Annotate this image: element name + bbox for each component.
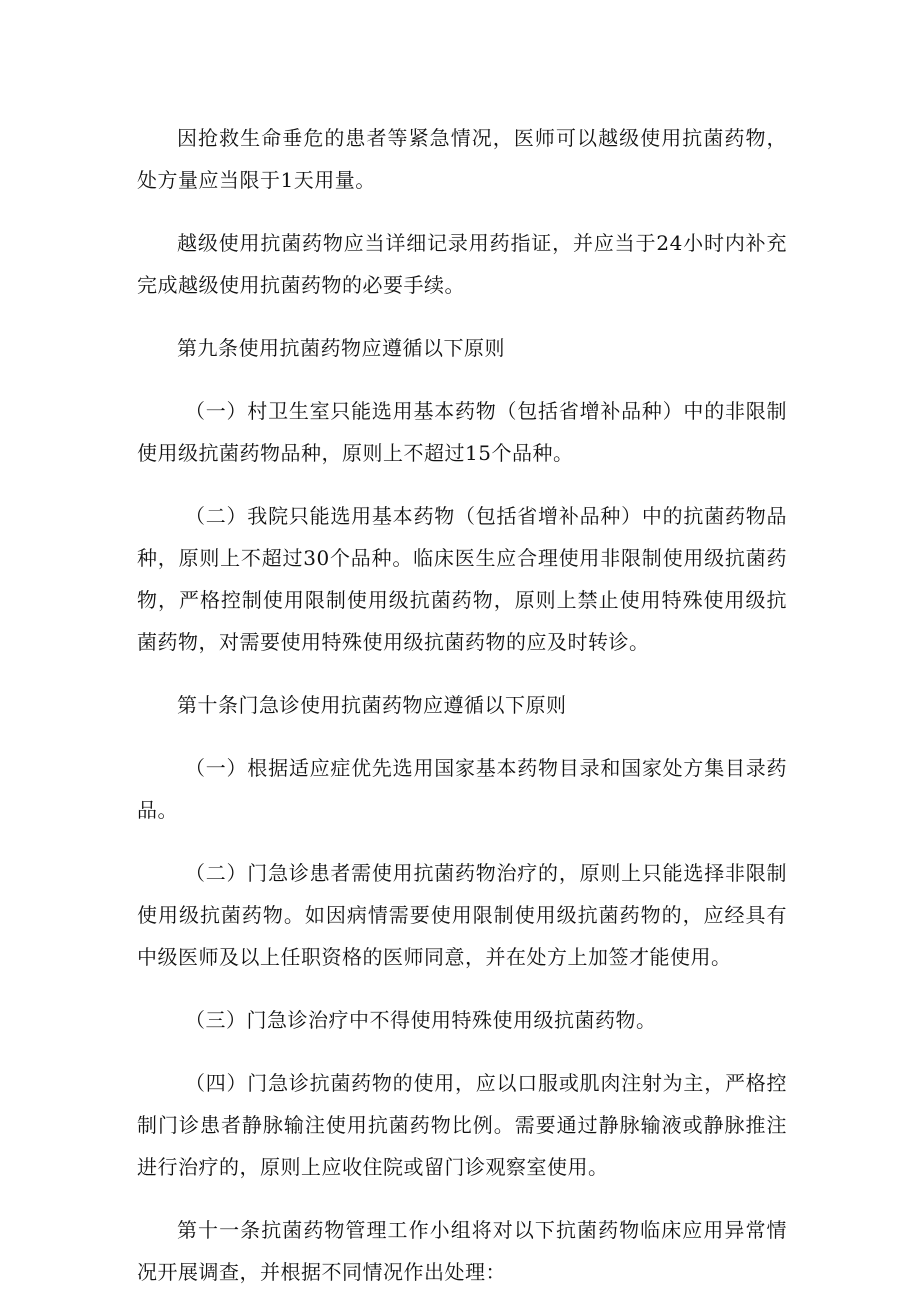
article-9-heading: 第九条使用抗菌药物应遵循以下原则	[177, 336, 505, 360]
article-9-item-2: （二）我院只能选用基本药物（包括省增补品种）中的抗菌药物品种，原则上不超过30个品种。临床医生应合理使用非限制使用级抗菌药物，严格控制使用限制使用级抗菌药物，原则上禁止使用特殊使用级抗菌药物，对需要使用特殊使用级抗菌药物的应及时转诊。	[137, 504, 787, 654]
article-10-item-2: （二）门急诊患者需使用抗菌药物治疗的，原则上只能选择非限制使用级抗菌药物。如因病情需要使用限制使用级抗菌药物的，应经具有中级医师及以上任职资格的医师同意，并在处方上加签才能使用。	[137, 861, 787, 969]
article-10-item-4: （四）门急诊抗菌药物的使用，应以口服或肌肉注射为主，严格控制门诊患者静脉输注使用抗菌药物比例。需要通过静脉输液或静脉推注进行治疗的，原则上应收住院或留门诊观察室使用。	[137, 1071, 787, 1179]
article-10-heading: 第十条门急诊使用抗菌药物应遵循以下原则	[177, 693, 567, 717]
article-9-item-1: （一）村卫生室只能选用基本药物（包括省增补品种）中的非限制使用级抗菌药物品种，原则上不超过15个品种。	[137, 399, 787, 465]
article-10-item-1: （一）根据适应症优先选用国家基本药物目录和国家处方集目录药品。	[137, 756, 787, 822]
document-body	[137, 117, 787, 1314]
article-10-item-3: （三）门急诊治疗中不得使用特殊使用级抗菌药物。	[185, 1008, 657, 1032]
paragraph-emergency-override: 因抢救生命垂危的患者等紧急情况，医师可以越级使用抗菌药物，处方量应当限于1天用量。	[137, 126, 787, 192]
paragraph-override-documentation: 越级使用抗菌药物应当详细记录用药指证，并应当于24小时内补充完成越级使用抗菌药物的必要手续。	[137, 231, 787, 297]
article-11-heading: 第十一条抗菌药物管理工作小组将对以下抗菌药物临床应用异常情况开展调查，并根据不同情况作出处理：	[137, 1218, 787, 1284]
